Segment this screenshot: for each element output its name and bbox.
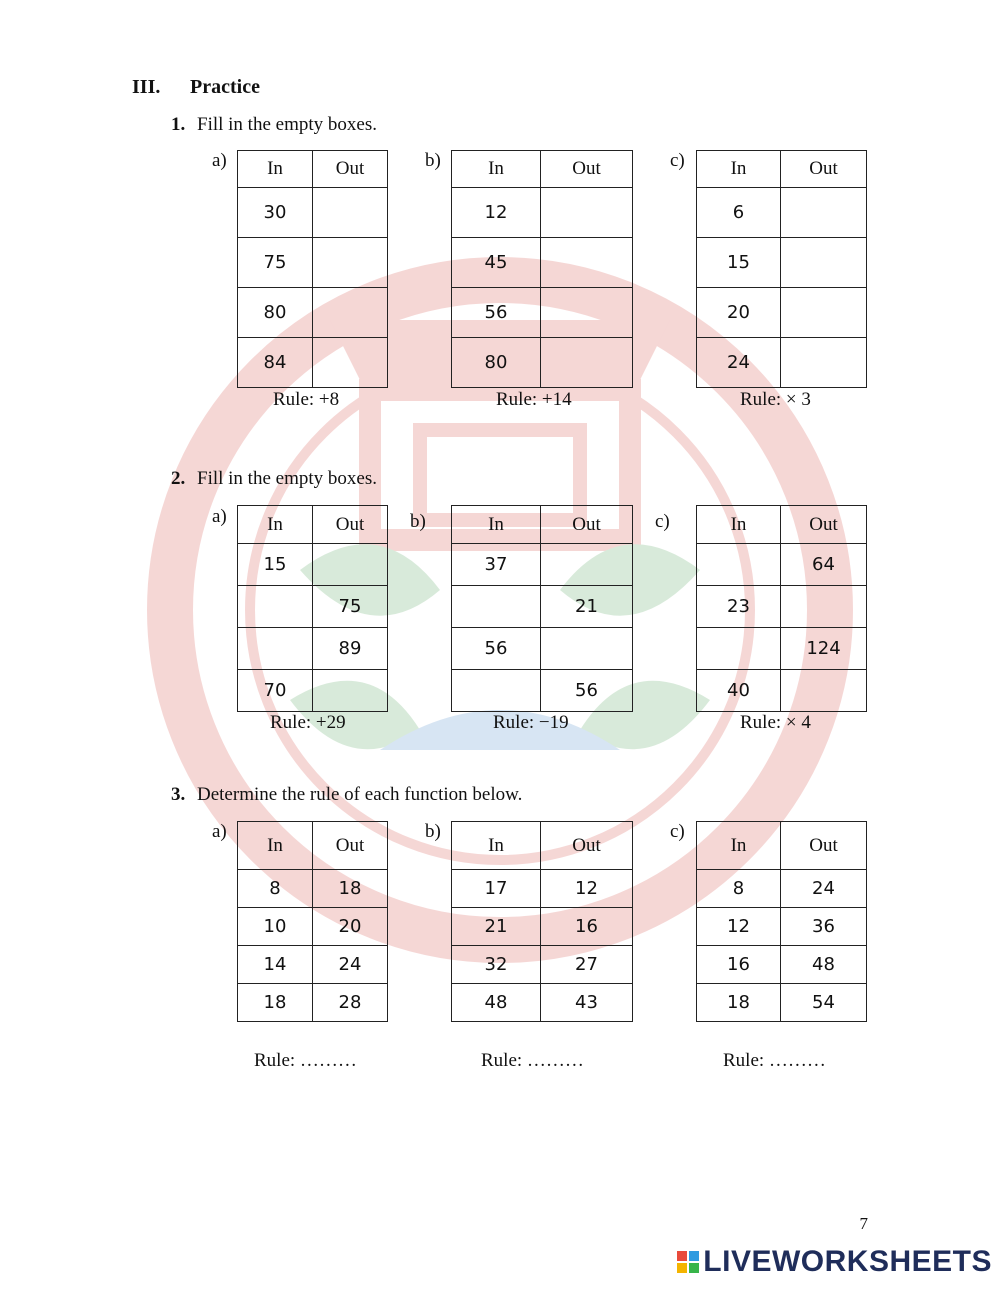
q1-b-label: b) <box>425 150 441 171</box>
out-header: Out <box>541 822 633 870</box>
out-cell[interactable] <box>541 544 633 586</box>
in-cell: 17 <box>452 870 541 908</box>
in-header: In <box>697 506 781 544</box>
q1-c-rule: Rule: × 3 <box>740 389 811 410</box>
out-cell[interactable] <box>541 188 633 238</box>
out-cell: 64 <box>781 544 867 586</box>
out-cell: 89 <box>313 628 388 670</box>
out-cell[interactable] <box>313 338 388 388</box>
section-heading <box>132 76 260 99</box>
out-cell: 48 <box>781 946 867 984</box>
out-cell: 18 <box>313 870 388 908</box>
in-cell: 56 <box>452 288 541 338</box>
in-cell: 70 <box>238 670 313 712</box>
out-cell[interactable] <box>313 670 388 712</box>
in-cell[interactable] <box>238 628 313 670</box>
q3-a-table <box>237 821 388 1022</box>
in-cell: 14 <box>238 946 313 984</box>
out-cell: 36 <box>781 908 867 946</box>
in-cell: 45 <box>452 238 541 288</box>
q2-b-label: b) <box>410 511 426 532</box>
in-cell: 75 <box>238 238 313 288</box>
in-cell: 21 <box>452 908 541 946</box>
out-cell[interactable] <box>313 188 388 238</box>
q2-a-label: a) <box>212 506 227 527</box>
q2-a-rule: Rule: +29 <box>270 712 346 733</box>
q2-c-table <box>696 505 867 712</box>
out-header: Out <box>313 822 388 870</box>
in-cell: 20 <box>697 288 781 338</box>
in-cell: 6 <box>697 188 781 238</box>
out-header: Out <box>541 151 633 188</box>
question-text: Determine the rule of each function below. <box>197 784 523 805</box>
in-cell[interactable] <box>697 544 781 586</box>
out-header: Out <box>313 506 388 544</box>
in-cell: 48 <box>452 984 541 1022</box>
out-header: Out <box>781 822 867 870</box>
q2-c-label: c) <box>655 511 670 532</box>
q2-a-table <box>237 505 388 712</box>
q1-b-table <box>451 150 633 388</box>
in-cell: 30 <box>238 188 313 238</box>
in-cell: 32 <box>452 946 541 984</box>
q1-a-rule: Rule: +8 <box>273 389 340 410</box>
out-header: Out <box>781 151 867 188</box>
question-number: 3. <box>171 784 186 805</box>
out-cell[interactable] <box>781 670 867 712</box>
in-cell: 15 <box>238 544 313 586</box>
out-cell[interactable] <box>781 288 867 338</box>
in-cell: 15 <box>697 238 781 288</box>
in-header: In <box>697 151 781 188</box>
in-cell[interactable] <box>238 586 313 628</box>
in-cell: 12 <box>697 908 781 946</box>
out-header: Out <box>541 506 633 544</box>
q1-b-rule: Rule: +14 <box>496 389 572 410</box>
liveworksheets-logo <box>677 1245 992 1279</box>
question-3-title <box>171 784 522 806</box>
question-2-title <box>171 468 377 490</box>
logo-icon <box>677 1251 699 1273</box>
q1-a-table <box>237 150 388 388</box>
in-header: In <box>452 822 541 870</box>
in-cell: 18 <box>697 984 781 1022</box>
out-header: Out <box>781 506 867 544</box>
out-cell: 24 <box>313 946 388 984</box>
q3-c-rule[interactable]: Rule: ……… <box>723 1050 826 1071</box>
q2-c-rule: Rule: × 4 <box>740 712 811 733</box>
out-cell[interactable] <box>541 238 633 288</box>
in-header: In <box>238 506 313 544</box>
out-cell[interactable] <box>313 544 388 586</box>
out-cell[interactable] <box>781 238 867 288</box>
in-cell: 80 <box>452 338 541 388</box>
out-cell: 16 <box>541 908 633 946</box>
in-cell: 18 <box>238 984 313 1022</box>
out-cell: 27 <box>541 946 633 984</box>
out-cell[interactable] <box>781 338 867 388</box>
q1-a-label: a) <box>212 150 227 171</box>
in-header: In <box>238 822 313 870</box>
in-cell: 40 <box>697 670 781 712</box>
out-cell[interactable] <box>541 338 633 388</box>
in-cell: 56 <box>452 628 541 670</box>
q1-c-table <box>696 150 867 388</box>
out-cell[interactable] <box>781 586 867 628</box>
question-number: 1. <box>171 114 186 135</box>
q3-c-label: c) <box>670 821 685 842</box>
out-cell: 56 <box>541 670 633 712</box>
out-cell: 28 <box>313 984 388 1022</box>
in-header: In <box>238 151 313 188</box>
question-1-title <box>171 114 377 136</box>
out-cell[interactable] <box>541 288 633 338</box>
q2-b-rule: Rule: −19 <box>493 712 569 733</box>
out-header: Out <box>313 151 388 188</box>
out-cell[interactable] <box>781 188 867 238</box>
q3-b-table <box>451 821 633 1022</box>
in-header: In <box>452 506 541 544</box>
in-header: In <box>452 151 541 188</box>
out-cell: 54 <box>781 984 867 1022</box>
section-numeral: III. <box>132 76 161 98</box>
out-cell[interactable] <box>541 628 633 670</box>
q1-c-label: c) <box>670 150 685 171</box>
q3-b-rule[interactable]: Rule: ……… <box>481 1050 584 1071</box>
in-cell[interactable] <box>452 586 541 628</box>
in-cell: 16 <box>697 946 781 984</box>
out-cell[interactable] <box>313 288 388 338</box>
q3-b-label: b) <box>425 821 441 842</box>
in-cell: 24 <box>697 338 781 388</box>
out-cell: 124 <box>781 628 867 670</box>
out-cell[interactable] <box>313 238 388 288</box>
in-header: In <box>697 822 781 870</box>
out-cell: 20 <box>313 908 388 946</box>
in-cell[interactable] <box>697 628 781 670</box>
out-cell: 75 <box>313 586 388 628</box>
question-number: 2. <box>171 468 186 489</box>
q3-a-label: a) <box>212 821 227 842</box>
in-cell[interactable] <box>452 670 541 712</box>
section-title: Practice <box>190 76 260 98</box>
question-text: Fill in the empty boxes. <box>197 468 377 489</box>
in-cell: 37 <box>452 544 541 586</box>
out-cell: 43 <box>541 984 633 1022</box>
page-number: 7 <box>859 1214 868 1233</box>
question-text: Fill in the empty boxes. <box>197 114 377 135</box>
in-cell: 8 <box>238 870 313 908</box>
in-cell: 10 <box>238 908 313 946</box>
out-cell: 12 <box>541 870 633 908</box>
out-cell: 24 <box>781 870 867 908</box>
in-cell: 12 <box>452 188 541 238</box>
in-cell: 80 <box>238 288 313 338</box>
q3-a-rule[interactable]: Rule: ……… <box>254 1050 357 1071</box>
q3-c-table <box>696 821 867 1022</box>
brand-name: LIVEWORKSHEETS <box>703 1245 992 1278</box>
q2-b-table <box>451 505 633 712</box>
in-cell: 23 <box>697 586 781 628</box>
in-cell: 8 <box>697 870 781 908</box>
in-cell: 84 <box>238 338 313 388</box>
out-cell: 21 <box>541 586 633 628</box>
